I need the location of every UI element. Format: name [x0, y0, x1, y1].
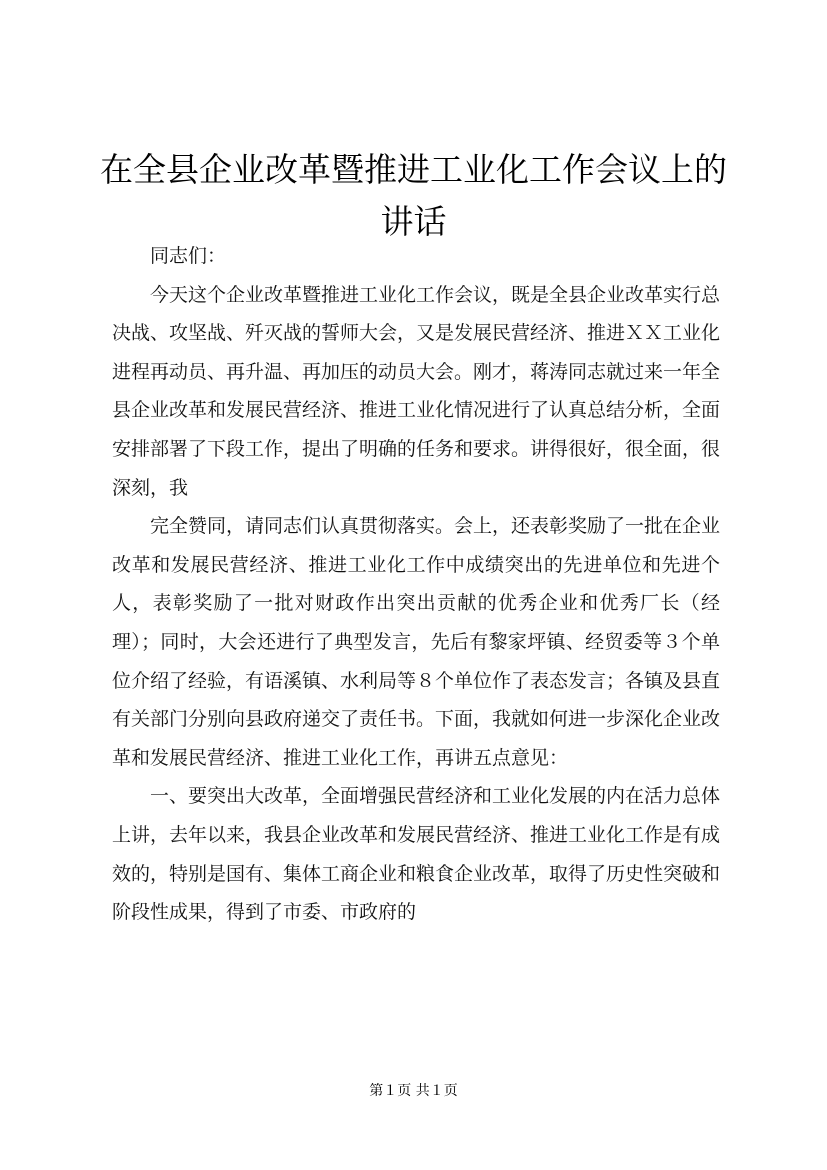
paragraph: 今天这个企业改革暨推进工业化工作会议，既是全县企业改革实行总决战、攻坚战、歼灭战的誓师大会，又是发展民营经济、推进ＸＸ工业化进程再动员、再升温、再加压的动员大会。刚才，蒋涛同志就过来一年全县企业改革和发展民营经济、推进工业化情况进行了认真总结分析，全面安排部署了下段工作，提出了明确的任务和要求。讲得很好，很全面，很深刻，我 — [112, 283, 721, 499]
paragraph: 完全赞同，请同志们认真贯彻落实。会上，还表彰奖励了一批在企业改革和发展民营经济、推进工业化工作中成绩突出的先进单位和先进个人，表彰奖励了一批对财政作出突出贡献的优秀企业和优秀厂长（经理）；同时，大会还进行了典型发言，先后有黎家坪镇、经贸委等３个单位介绍了经验，有语溪镇、水利局等８个单位作了表态发言；各镇及县直有关部门分别向县政府递交了责任书。下面，我就如何进一步深化企业改革和发展民营经济、推进工业化工作，再讲五点意见： — [112, 515, 721, 769]
salutation: 同志们： — [150, 245, 227, 267]
document-title: 在全县企业改革暨推进工业化工作会议上的讲话 — [100, 150, 727, 241]
document-body — [112, 237, 720, 932]
paragraph: 一、要突出大改革，全面增强民营经济和工业化发展的内在活力总体上讲，去年以来，我县企业改革和发展民营经济、推进工业化工作是有成效的，特别是国有、集体工商企业和粮食企业改革，取得了历史性突破和阶段性成果，得到了市委、市政府的 — [112, 785, 721, 924]
page-number-footer: 第１页 共１页 — [369, 1083, 458, 1099]
